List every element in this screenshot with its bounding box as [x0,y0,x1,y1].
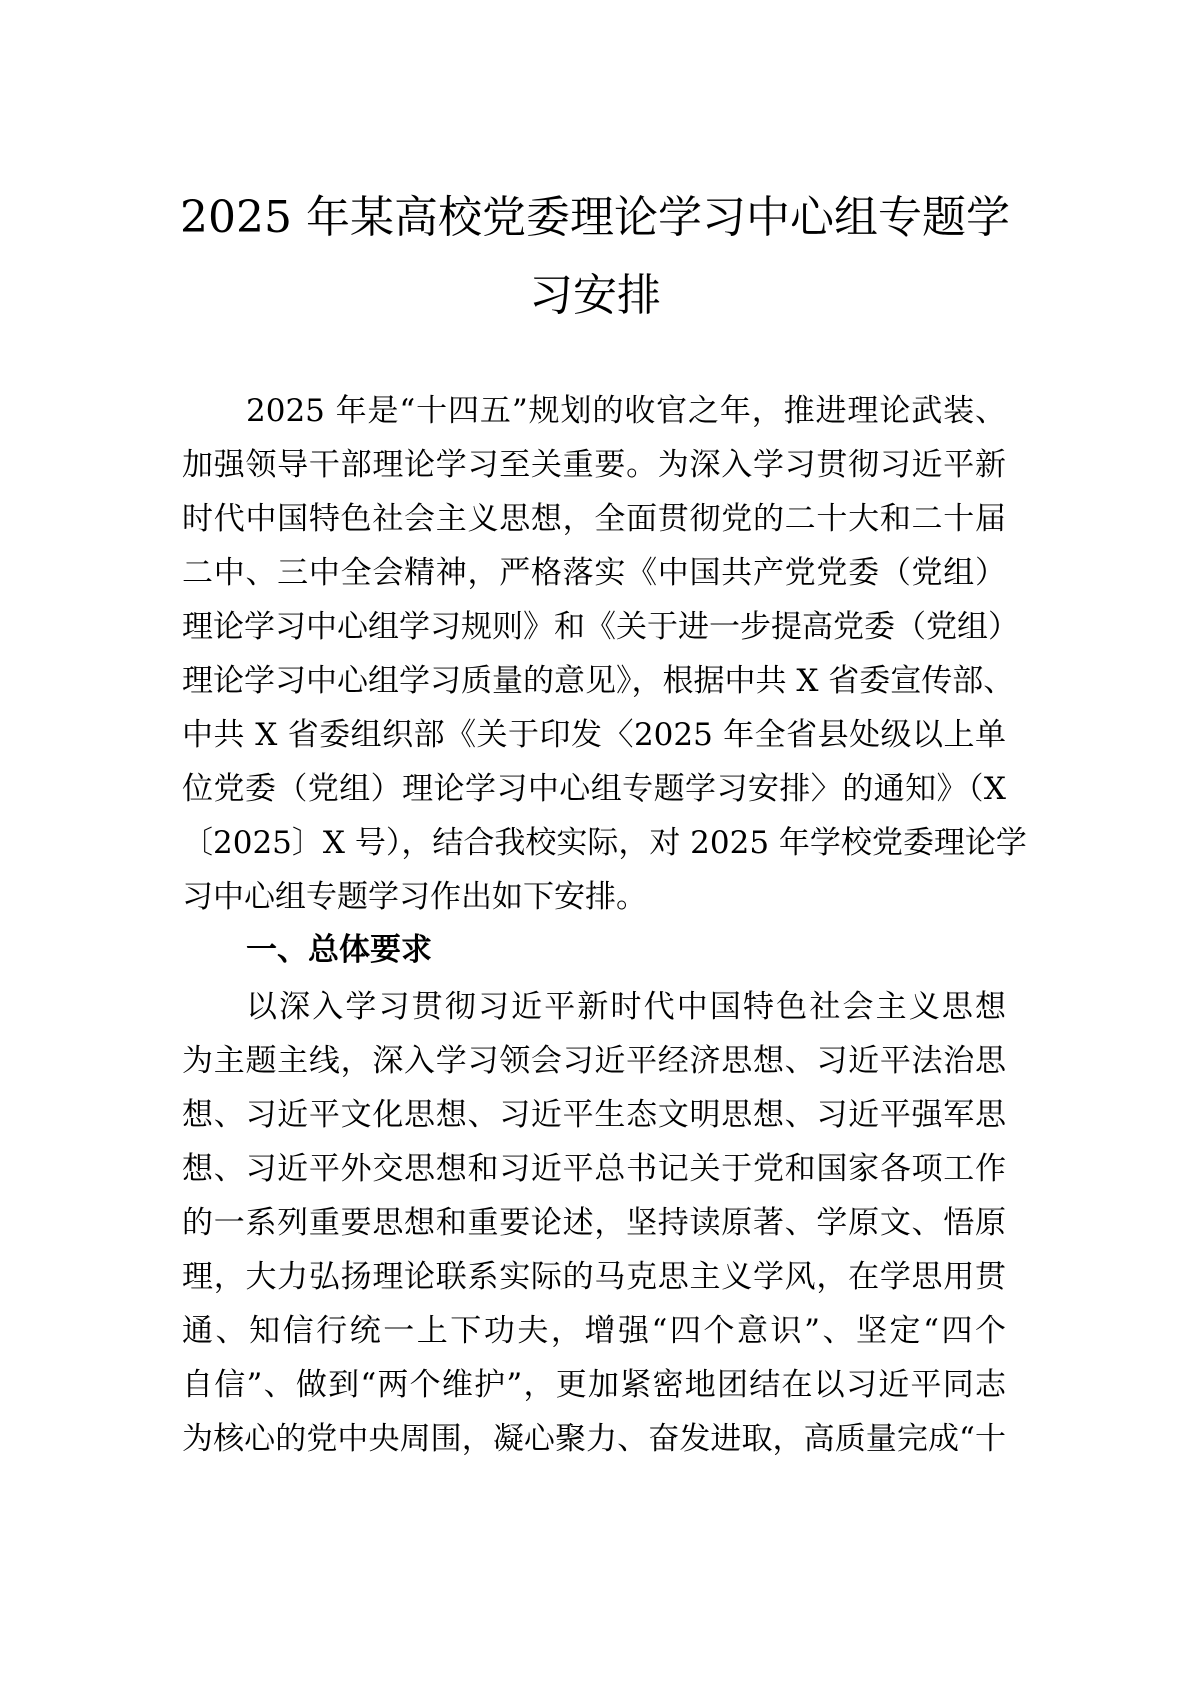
intro-line-10: 习中心组专题学习作出如下安排。 [182,879,647,915]
intro-line-7: 中共 X 省委组织部《关于印发〈2025 年全省县处级以上单 [182,717,1006,753]
intro-line-3: 时代中国特色社会主义思想，全面贯彻党的二十大和二十届 [182,501,1006,537]
section1-line-5: 的一系列重要思想和重要论述，坚持读原著、学原文、悟原 [182,1205,1006,1241]
section1-line-8: 自信”、做到“两个维护”，更加紧密地团结在以习近平同志 [182,1367,1006,1403]
intro-line-8: 位党委（党组）理论学习中心组专题学习安排〉的通知》（X [182,771,1006,807]
section1-line-9: 为核心的党中央周围，凝心聚力、奋发进取，高质量完成“十 [182,1421,1006,1457]
intro-line-4: 二中、三中全会精神，严格落实《中国共产党党委（党组） [182,555,1006,591]
document-title-line-2: 习安排 [529,270,661,321]
section1-line-4: 想、习近平外交思想和习近平总书记关于党和国家各项工作 [182,1151,1006,1187]
section1-line-6: 理，大力弘扬理论联系实际的马克思主义学风，在学思用贯 [182,1259,1006,1295]
section1-line-7: 通、知信行统一上下功夫，增强“四个意识”、坚定“四个 [182,1313,1006,1349]
intro-line-2: 加强领导干部理论学习至关重要。为深入学习贯彻习近平新 [182,447,1006,483]
document-title-line-1: 2025 年某高校党委理论学习中心组专题学 [180,192,1010,243]
section-heading-general-requirements: 一、总体要求 [246,932,432,968]
section1-line-3: 想、习近平文化思想、习近平生态文明思想、习近平强军思 [182,1097,1006,1133]
intro-line-9: 〔2025〕X 号），结合我校实际，对 2025 年学校党委理论学 [182,825,1027,861]
section1-line-2: 为主题主线，深入学习领会习近平经济思想、习近平法治思 [182,1043,1006,1079]
section1-line-1: 以深入学习贯彻习近平新时代中国特色社会主义思想 [246,989,1006,1025]
intro-line-5: 理论学习中心组学习规则》和《关于进一步提高党委（党组） [182,609,1019,645]
intro-line-1: 2025 年是“十四五”规划的收官之年，推进理论武装、 [246,393,1006,429]
intro-line-6: 理论学习中心组学习质量的意见》，根据中共 X 省委宣传部、 [182,663,1015,699]
